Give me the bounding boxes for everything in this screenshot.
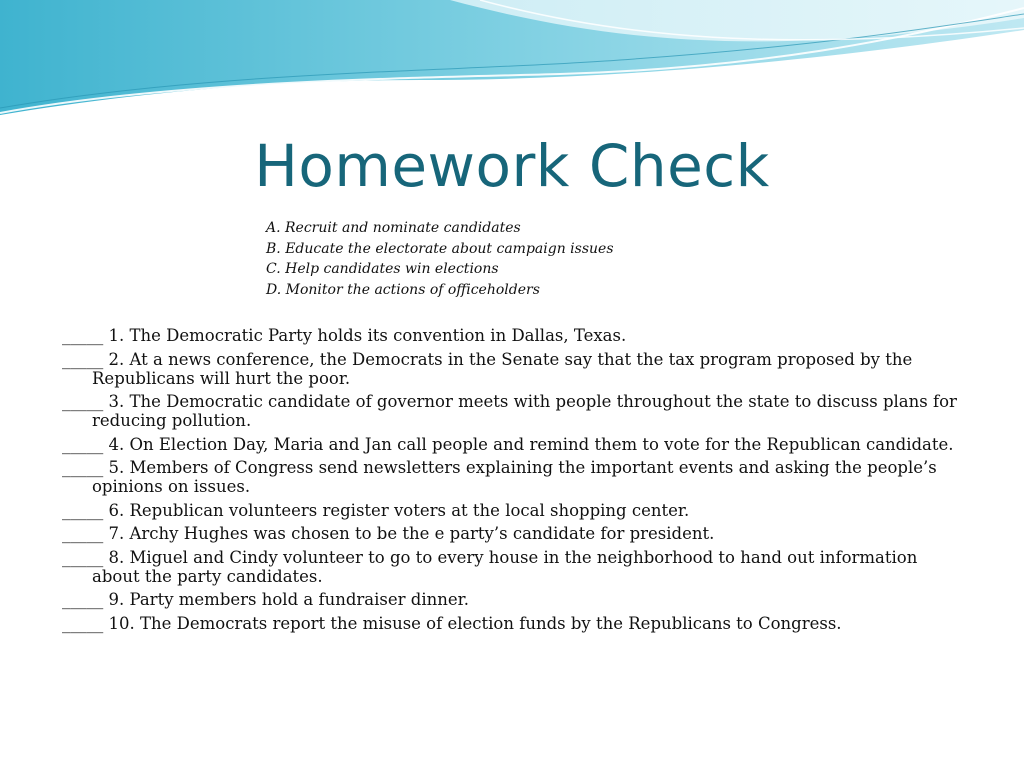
- answer-option: D. Monitor the actions of officeholders: [266, 282, 540, 299]
- question-item: _____ 4. On Election Day, Maria and Jan call people and remind them to vote for the Republican candidate.: [62, 434, 954, 454]
- question-item: _____ 8. Miguel and Cindy volunteer to go to every house in the neighborhood to hand out information about the party candidates.: [62, 547, 918, 586]
- question-item: _____ 1. The Democratic Party holds its convention in Dallas, Texas.: [62, 326, 627, 345]
- slide-title: Homework Check: [254, 132, 770, 200]
- question-item: _____ 10. The Democrats report the misuse of election funds by the Republicans to Congress.: [62, 613, 842, 633]
- question-item: _____ 2. At a news conference, the Democrats in the Senate say that the tax program proposed by the Republicans will hurt the poor.: [62, 349, 913, 388]
- question-item: _____ 7. Archy Hughes was chosen to be the e party’s candidate for president.: [62, 524, 715, 543]
- question-list: [62, 326, 962, 637]
- answer-option: C. Help candidates win elections: [266, 261, 499, 278]
- question-item: _____ 9. Party members hold a fundraiser dinner.: [62, 590, 469, 609]
- answer-option: A. Recruit and nominate candidates: [266, 220, 521, 236]
- answer-option: B. Educate the electorate about campaign issues: [266, 240, 614, 257]
- question-item: _____ 5. Members of Congress send newsletters explaining the important events and asking the people’s opinions on issues.: [62, 458, 937, 496]
- header-wave-decoration: [0, 0, 1024, 130]
- question-item: _____ 6. Republican volunteers register voters at the local shopping center.: [62, 500, 690, 520]
- answer-options-list: [266, 218, 614, 301]
- question-item: _____ 3. The Democratic candidate of governor meets with people throughout the state to discuss plans for reducing pollution.: [62, 392, 957, 430]
